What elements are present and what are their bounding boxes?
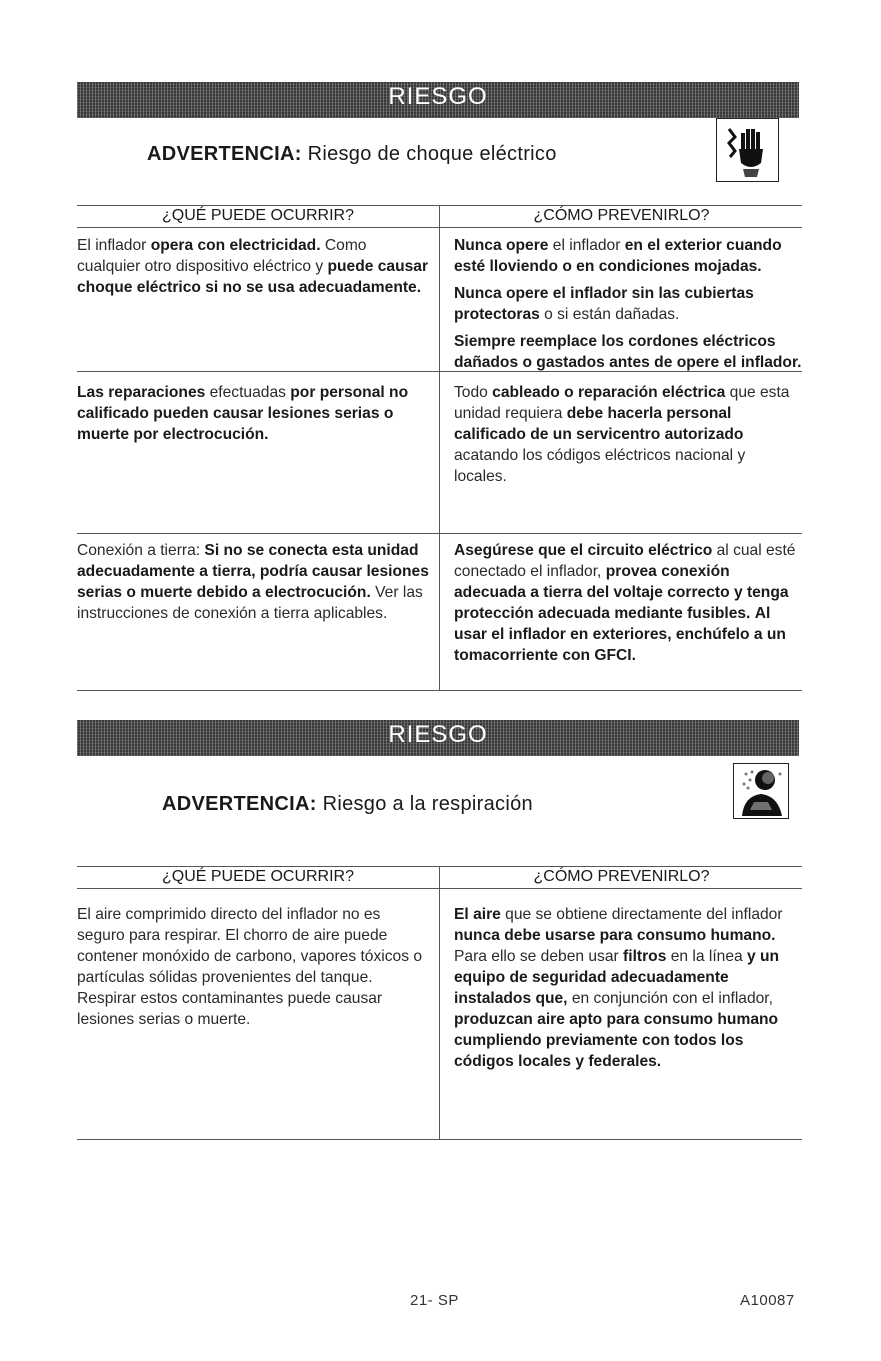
document-code: A10087: [740, 1292, 795, 1309]
rich-paragraph: [454, 283, 802, 325]
body-text: acatando los códigos eléctricos nacional y locales.: [454, 447, 746, 485]
danger-banner-2: [77, 720, 799, 756]
row1-what: [77, 235, 432, 304]
row3-what: [77, 540, 437, 630]
emphasized-text: cableado o reparación eléctrica: [492, 384, 726, 401]
body-text: que esta unidad requiera: [454, 384, 790, 422]
body-text: que se obtiene directamente del inflador: [500, 906, 783, 923]
body-text: al cual esté conectado el inflador,: [454, 542, 796, 580]
header-what: ¿QUÉ PUEDE OCURRIR?: [161, 868, 355, 885]
rich-paragraph: [454, 904, 799, 1072]
header-how: ¿CÓMO PREVENIRLO?: [533, 207, 710, 224]
body-text: en la línea: [666, 948, 748, 965]
rich-paragraph: [454, 540, 802, 666]
page-number: 21- SP: [410, 1292, 459, 1309]
banner-label: RIESGO: [388, 721, 488, 748]
emphasized-text: provea conexión adecuada a tierra del voltaje correcto y tenga protección adecuada mediante fusibles.: [454, 563, 789, 622]
header-what: ¿QUÉ PUEDE OCURRIR?: [161, 207, 355, 224]
respiratory-hazard-icon: [733, 763, 789, 819]
emphasized-text: opera con electricidad.: [150, 237, 321, 254]
emphasized-text: Nunca opere: [454, 237, 549, 254]
body-text: el inflador: [548, 237, 625, 254]
electric-shock-hand-icon: [716, 118, 779, 182]
warning-text: Riesgo a la respiración: [322, 793, 533, 815]
emphasized-text: y un equipo de seguridad adecuadamente instalados que,: [454, 948, 780, 1007]
row1-how: [454, 904, 799, 1078]
rich-paragraph: [454, 382, 794, 487]
body-text: o si están dañadas.: [539, 306, 680, 323]
emphasized-text: debe hacerla personal calificado de un servicentro autorizado: [454, 405, 744, 443]
emphasized-text: El aire: [454, 906, 501, 923]
emphasized-text: filtros: [623, 948, 667, 965]
rich-paragraph: [454, 235, 802, 277]
body-text: efectuadas: [205, 384, 291, 401]
warning-prefix: ADVERTENCIA:: [147, 143, 302, 165]
hazard-table-2: [77, 866, 802, 1140]
danger-banner-1: [77, 82, 799, 118]
row2-what: [77, 382, 417, 451]
warning-prefix: ADVERTENCIA:: [162, 793, 317, 815]
hazard-table-1: [77, 205, 802, 691]
emphasized-text: Nunca opere el inflador sin las cubiertas protectoras: [454, 285, 754, 323]
body-text: Conexión a tierra:: [77, 542, 205, 559]
warning-title-2: [162, 793, 533, 816]
row3-how: [454, 540, 802, 672]
body-text: El inflador: [77, 237, 151, 254]
warning-text: Riesgo de choque eléctrico: [307, 143, 557, 165]
header-how: ¿CÓMO PREVENIRLO?: [533, 868, 710, 885]
emphasized-text: Siempre reemplace los cordones eléctricos dañados o gastados antes de opere el inflador.: [454, 333, 802, 371]
rich-paragraph: [77, 382, 417, 445]
row1-how: [454, 235, 802, 379]
body-text: El aire comprimido directo del inflador no es seguro para respirar. El chorro de aire puede contener monóxido de carbono, vapores tóxicos o partículas sólidas provenientes del tanque. Respirar estos contaminantes puede causar lesiones serias o muerte.: [77, 906, 423, 1028]
row2-how: [454, 382, 794, 493]
body-text: Como cualquier otro dispositivo eléctrico y: [77, 237, 367, 275]
row1-what: [77, 904, 422, 1036]
emphasized-text: nunca debe usarse para consumo humano.: [454, 927, 776, 944]
emphasized-text: Si no se conecta esta unidad adecuadamente a tierra, podría causar lesiones serias o muerte debido a electrocución.: [77, 542, 429, 601]
warning-title-1: [147, 143, 557, 166]
emphasized-text: Asegúrese que el circuito eléctrico: [454, 542, 713, 559]
body-text: Todo: [454, 384, 493, 401]
emphasized-text: produzcan aire apto para consumo humano cumpliendo previamente con todos los códigos locales y federales.: [454, 1011, 779, 1070]
emphasized-text: en el exterior cuando esté lloviendo o en condiciones mojadas.: [454, 237, 782, 275]
rich-paragraph: [77, 540, 437, 624]
rich-paragraph: [77, 904, 422, 1030]
body-text: Ver las instrucciones de conexión a tierra aplicables.: [77, 584, 423, 622]
banner-label: RIESGO: [388, 83, 488, 110]
body-text: Para ello se deben usar: [454, 948, 624, 965]
emphasized-text: puede causar choque eléctrico si no se usa adecuadamente.: [77, 258, 429, 296]
rich-paragraph: [77, 235, 432, 298]
rich-paragraph: [454, 331, 802, 373]
body-text: en conjunción con el inflador,: [567, 990, 773, 1007]
emphasized-text: Las reparaciones: [77, 384, 206, 401]
emphasized-text: por personal no calificado pueden causar lesiones serias o muerte por electrocución.: [77, 384, 409, 443]
emphasized-text: Al usar el inflador en exteriores, enchúfelo a un tomacorriente con GFCI.: [454, 605, 786, 664]
